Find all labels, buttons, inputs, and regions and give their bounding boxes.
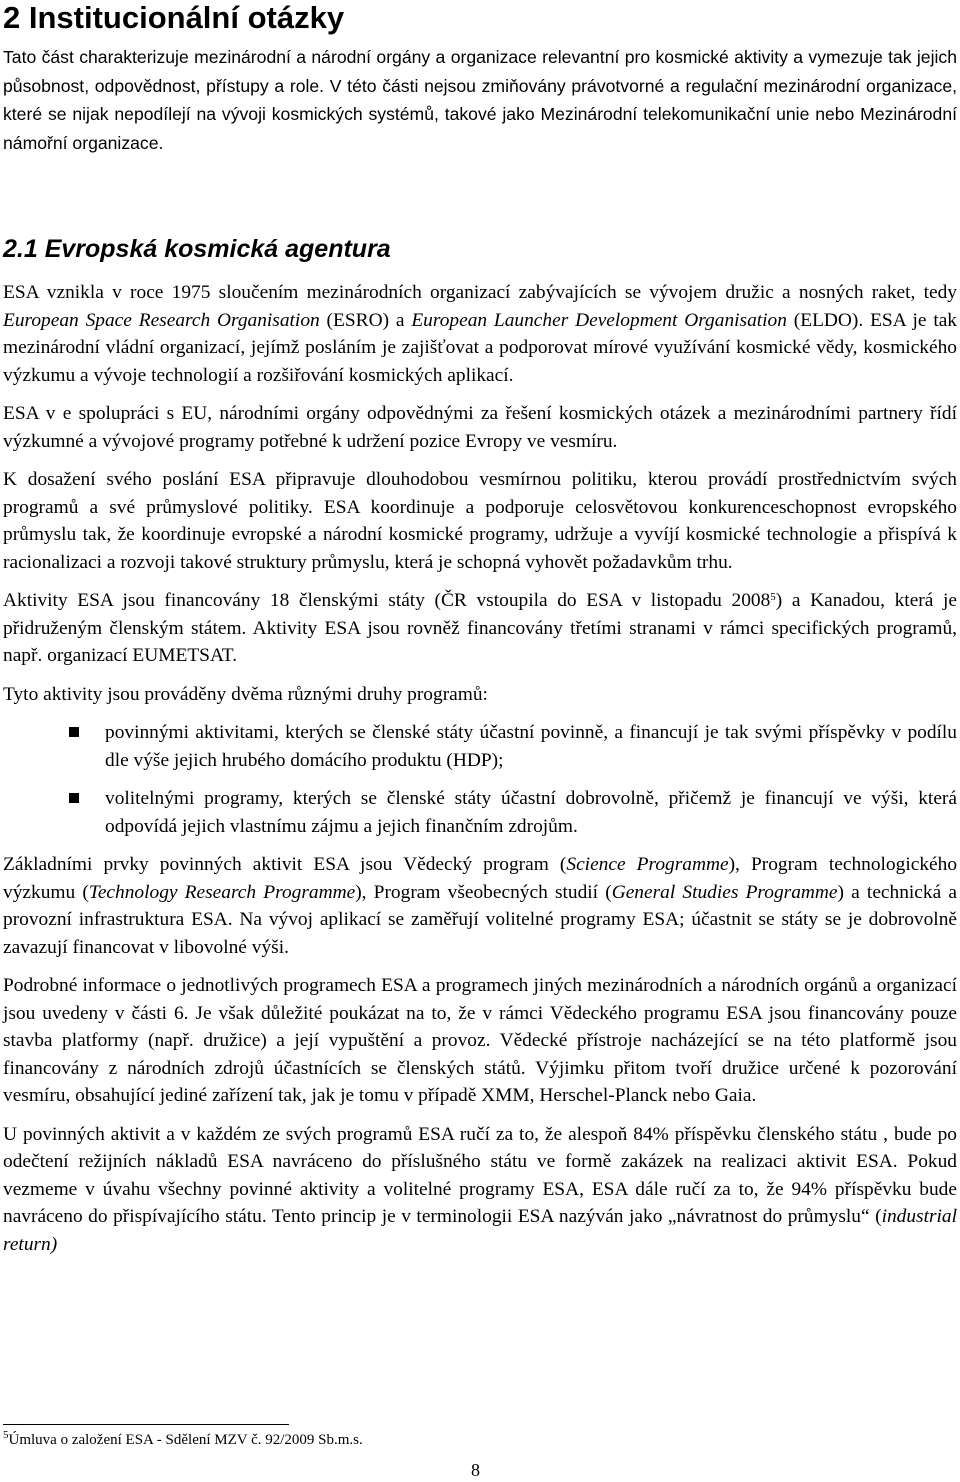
section-heading: 2.1 Evropská kosmická agentura bbox=[3, 235, 391, 263]
list-item: povinnými aktivitami, kterých se členské státy účastní povinně, a financují je tak svými příspěvky v podílu dle výše jejich hrubého domácího produktu (HDP); bbox=[3, 719, 957, 774]
paragraph-industrial-return: U povinných aktivit a v každém ze svých programů ESA ručí za to, že alespoň 84% příspěvku členského státu , bude po odečtení režijních nákladů ESA navráceno do příslušného státu ve formě zakázek na realizaci aktivit ESA. Pokud vezmeme v úvahu všechny povinné aktivity a volitelné programy ESA, ESA dále ručí za to, že 94% příspěvku bude navráceno do přispívajícího státu. Tento princip je v terminologii ESA nazýván jako „návratnost do průmyslu“ (industrial return) bbox=[3, 1123, 957, 1255]
paragraph-esa-origin: ESA vznikla v roce 1975 sloučením mezinárodních organizací zabývajících se vývojem družic a nosných raket, tedy European Space Research Organisation (ESRO) a European Launcher Development Organisation (ELDO). ESA je tak mezinárodní vládní organizací, jejímž posláním je zajišťovat a podporovat mírové využívání kosmické vědy, kosmického výzkumu a vývoje technologií a rozšiřování kosmických aplikací. bbox=[3, 282, 958, 386]
section-body bbox=[3, 279, 957, 1269]
esro-name: European Space Research Organisation bbox=[3, 309, 320, 331]
paragraph-program-types: Tyto aktivity jsou prováděny dvěma různými druhy programů: bbox=[3, 683, 488, 705]
paragraph-detailed-info: Podrobné informace o jednotlivých programech ESA a programech jiných mezinárodních a národních orgánů a organizací jsou uvedeny v části 6. Je však důležité poukázat na to, že v rámci Vědeckého programu ESA jsou financovány pouze stavba platformy (např. družice) a její vypuštění a provoz. Vědecké přístroje nacházející se na této platformě jsou financovány z národních zdrojů účastnících se členských států. Výjimku přitom tvoří družice určené k pozorování vesmíru, obsahující jediné zařízení tak, jak je tomu v případě XMM, Herschel-Planck nebo Gaia. bbox=[3, 975, 957, 1106]
footnote-text: Úmluva o založení ESA - Sdělení MZV č. 92/2009 Sb.m.s. bbox=[8, 1432, 363, 1448]
paragraph-space-policy: K dosažení svého poslání ESA připravuje dlouhodobou vesmírnou politiku, kterou provádí prostřednictvím svých programů a své průmyslové politiky. ESA koordinuje a podporuje celosvětovou konkurenceschopnost evropského průmyslu tak, že koordinuje evropské a národní kosmické programy, udržuje a vyvíjí kosmické technologie a přispívá k racionalizaci a rozvoji takové struktury průmyslu, která je schopná vyhovět požadavkům trhu. bbox=[3, 469, 957, 573]
paragraph-eu-cooperation: ESA v e spolupráci s EU, národními orgány odpovědnými za řešení kosmických otázek a mezinárodními partnery řídí výzkumné a vývojové programy potřebné k udržení pozice Evropy ve vesmíru. bbox=[3, 403, 957, 452]
paragraph-financing: Aktivity ESA jsou financovány 18 členskými státy (ČR vstoupila do ESA v listopadu 2008$^5$) a Kanadou, která je přidruženým členským státem. Aktivity ESA jsou rovněž financovány třetími stranami v rámci specifických programů, např. organizací EUMETSAT. bbox=[3, 590, 957, 666]
footnote-separator bbox=[3, 1424, 289, 1425]
footnote-marker: 5 bbox=[3, 1429, 9, 1441]
eldo-name: European Launcher Development Organisation bbox=[411, 309, 787, 331]
footnote-ref[interactable]: 5 bbox=[770, 591, 776, 603]
page-number: 8 bbox=[471, 1460, 480, 1480]
square-bullet-icon bbox=[69, 793, 79, 803]
intro-paragraph: Tato část charakterizuje mezinárodní a národní orgány a organizace relevantní pro kosmické aktivity a vymezuje tak jejich působnost, odpovědnost, přístupy a role. V této části nejsou zmiňovány právotvorné a regulační mezinárodní organizace, které se nijak nepodílejí na vývoji kosmických systémů, takové jako Mezinárodní telekomunikační unie nebo Mezinárodní námořní organizace. bbox=[3, 47, 957, 153]
program-type-list bbox=[3, 719, 957, 840]
footnote bbox=[3, 1430, 363, 1450]
paragraph-mandatory-activities: Základními prvky povinných aktivit ESA jsou Vědecký program (Science Programme), Program technologického výzkumu (Technology Research Programme), Program všeobecných studií (General Studies Programme) a technická a provozní infrastruktura ESA. Na vývoj aplikací se zaměřují volitelné programy ESA; účastnit se státy se je dobrovolně zavazují financovat v libovolné výši. bbox=[3, 854, 958, 958]
chapter-heading: 2 Institucionální otázky bbox=[3, 0, 345, 35]
list-item: volitelnými programy, kterých se členské státy účastní dobrovolně, přičemž je financují ve výši, která odpovídá jejich vlastnímu zájmu a jejich finančním zdrojům. bbox=[3, 785, 957, 840]
square-bullet-icon bbox=[69, 727, 79, 737]
